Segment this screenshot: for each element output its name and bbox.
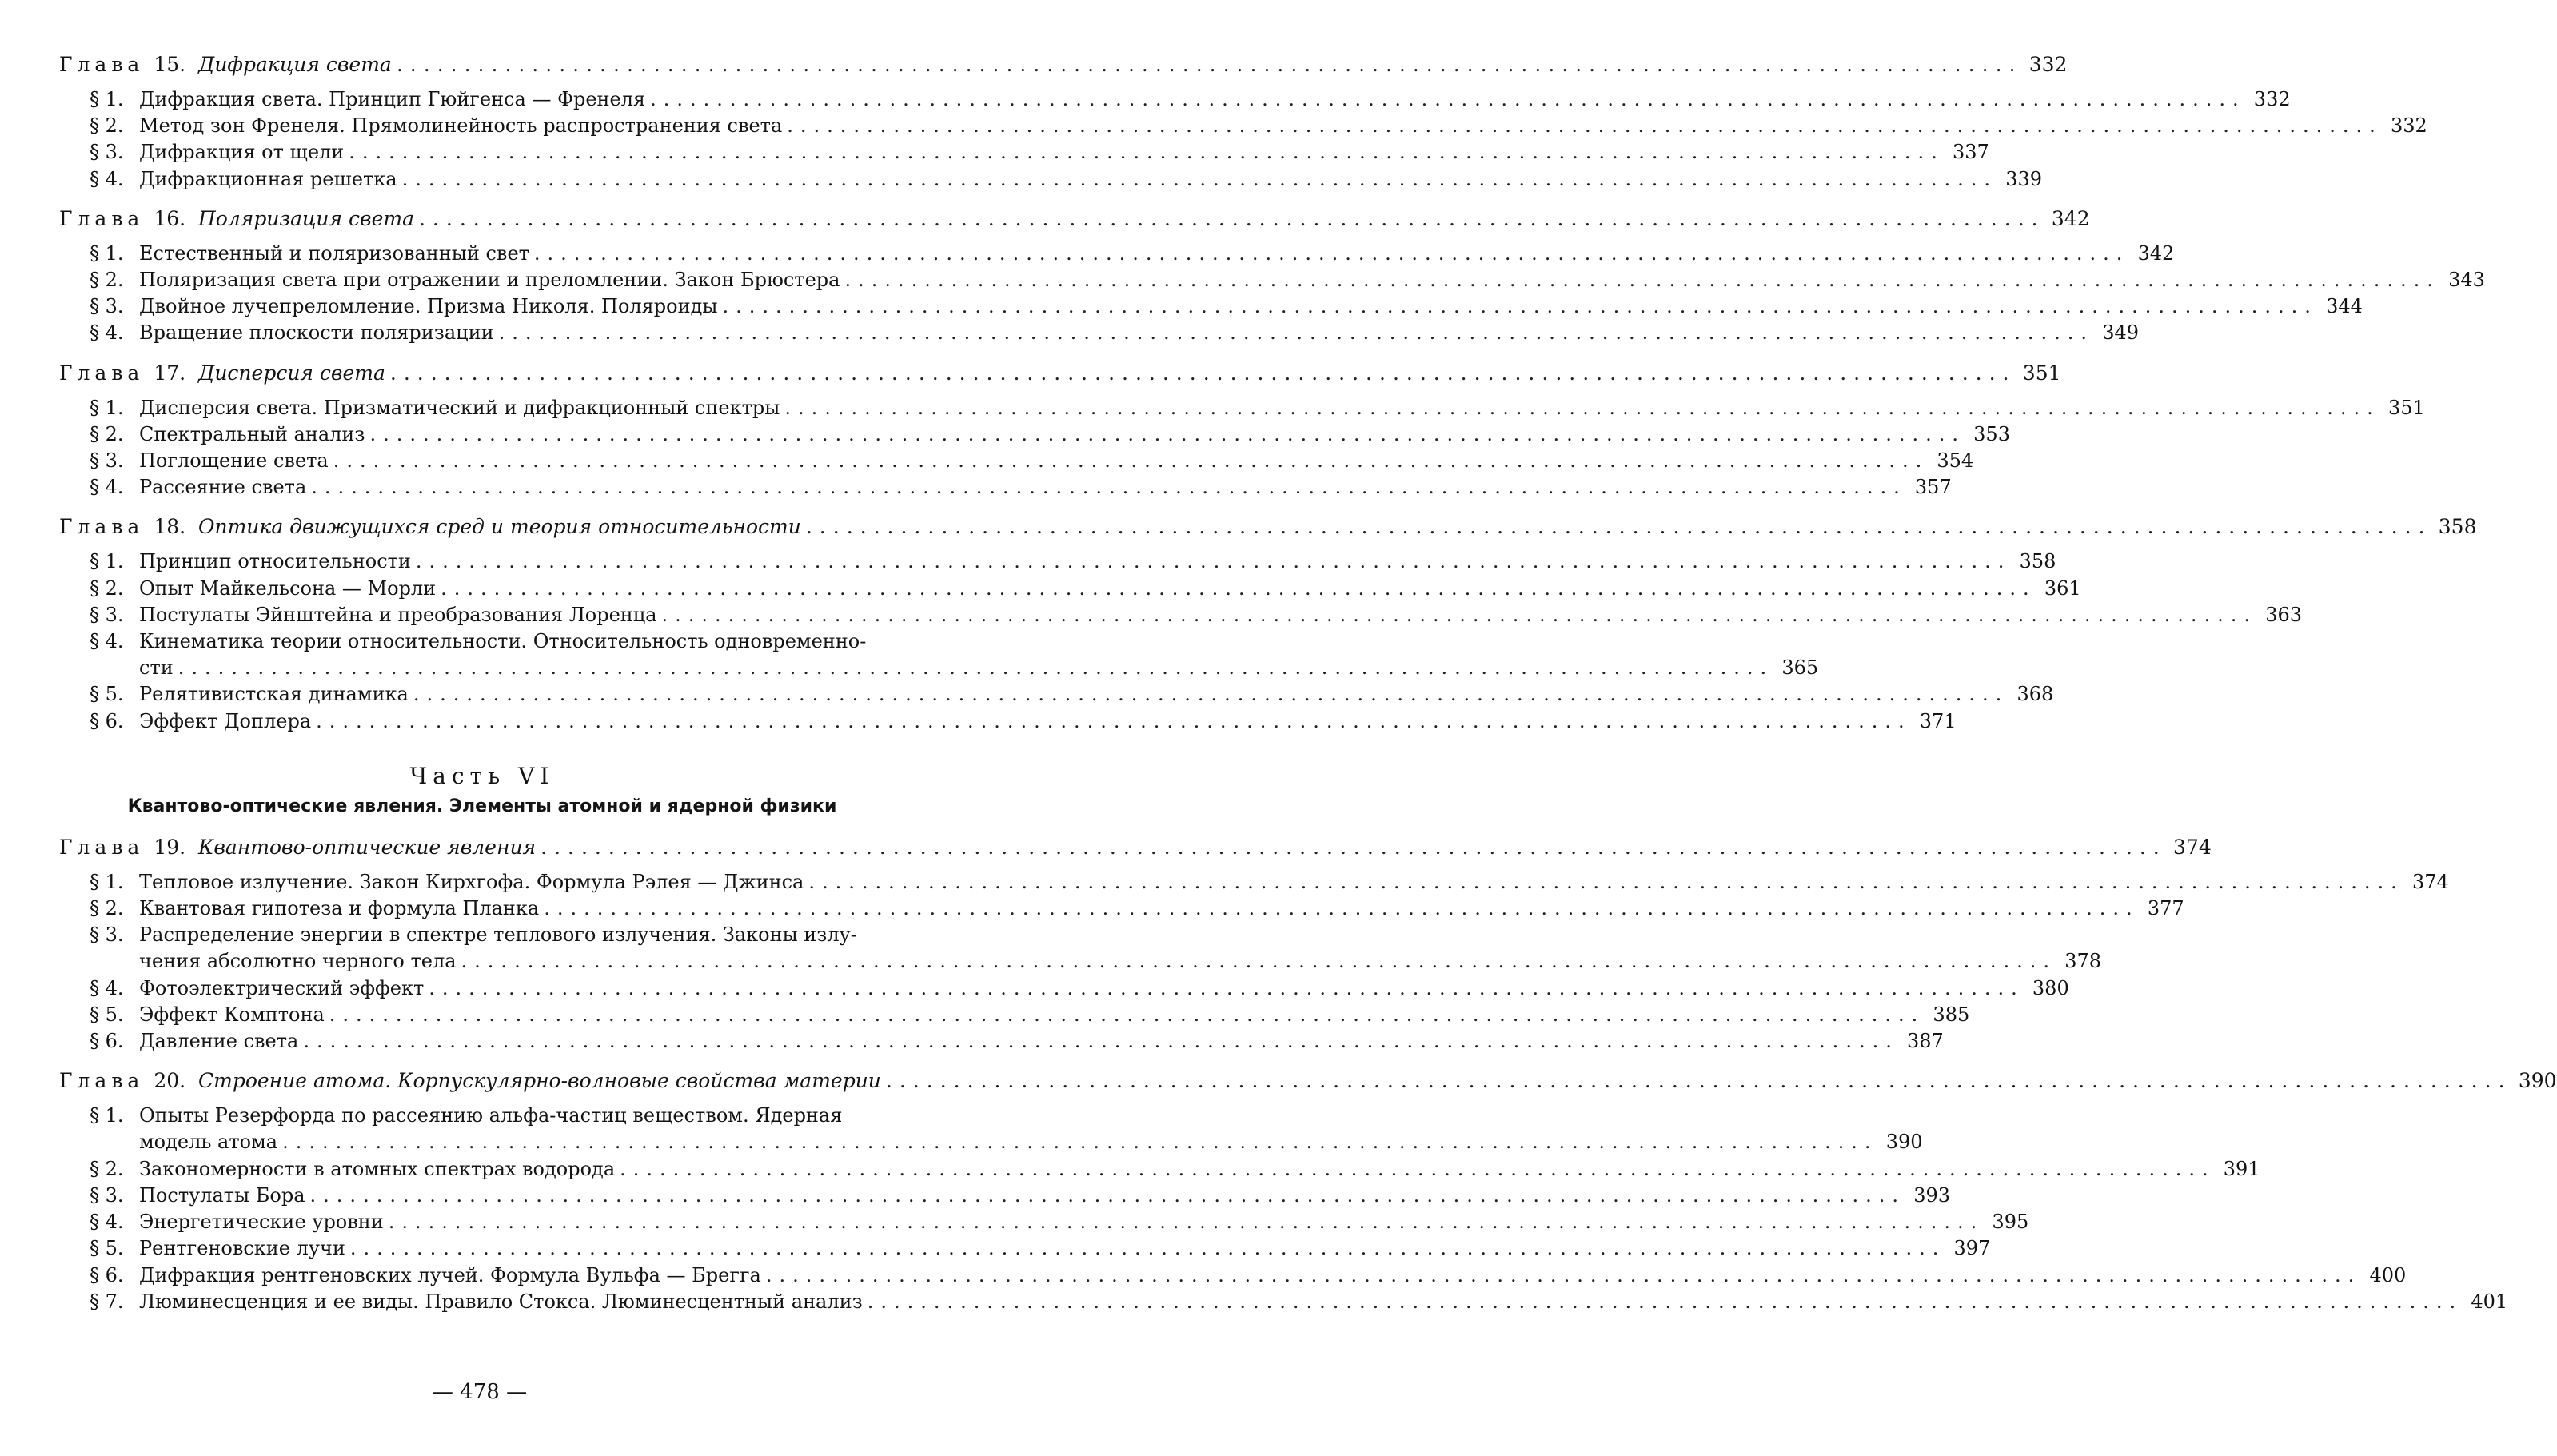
section-title-line: Распределение энергии в спектре теплового излучения. Законы излу- [139, 923, 857, 947]
section-entry[interactable] [59, 293, 2363, 320]
section-text [90, 975, 424, 1002]
section-page: 380 [2032, 976, 2069, 999]
section-number: § 6. [90, 1030, 124, 1053]
chapter-page: 374 [2173, 835, 2212, 859]
section-text [90, 267, 840, 293]
section-page: 351 [2387, 396, 2425, 419]
section-text [90, 1183, 305, 1209]
section-entry[interactable] [59, 922, 905, 948]
chapter-page: 358 [2438, 515, 2477, 539]
section-text [90, 448, 329, 474]
dot-leader: ........................................................................................................................ [309, 1183, 1906, 1207]
section-page: 354 [1937, 449, 1974, 473]
section-entry[interactable] [59, 241, 2175, 267]
section-text [90, 1263, 761, 1289]
section-text [90, 1235, 345, 1262]
toc-chapters-bottom [59, 834, 2557, 1315]
section-title-line: Релятивистская динамика [139, 683, 409, 706]
chapter-heading[interactable] [59, 51, 2068, 78]
section-page: 385 [1933, 1003, 1970, 1026]
dot-leader: ........................................................................................................................ [498, 321, 2095, 345]
dot-leader: ........................................................................................................................ [805, 515, 2432, 539]
dot-leader: ........................................................................................................................ [620, 1157, 2216, 1180]
section-number: § 3. [90, 603, 124, 626]
chapter-title: Квантово-оптические явления [198, 835, 537, 859]
page-number: — 478 — [432, 1380, 528, 1404]
section-page: 343 [2448, 269, 2485, 292]
spacer [59, 541, 905, 548]
section-text [90, 421, 365, 448]
chapter-title: Дифракция света [198, 53, 392, 76]
section-text [90, 548, 411, 575]
section-number: § 5. [90, 1003, 124, 1026]
section-entry-continuation [59, 655, 1819, 681]
section-number: § 3. [90, 1183, 124, 1207]
dot-leader: ........................................................................................................................ [329, 1003, 1925, 1026]
section-text [90, 576, 436, 602]
section-number: § 3. [90, 449, 124, 473]
section-entry[interactable] [59, 421, 2010, 448]
section-number: § 2. [90, 897, 124, 920]
section-entry[interactable] [59, 1183, 1951, 1209]
spacer [59, 387, 905, 395]
chapter-title: Оптика движущихся сред и теория относительности [198, 515, 801, 539]
section-text [90, 1209, 384, 1235]
section-text [139, 1129, 277, 1155]
section-entry[interactable] [59, 139, 1989, 166]
section-text [90, 241, 529, 267]
chapter-title: Дисперсия света [198, 361, 385, 385]
toc-page [59, 51, 2557, 1315]
section-entry[interactable] [59, 166, 2043, 193]
section-entry[interactable] [59, 448, 1974, 474]
section-entry[interactable] [59, 1103, 905, 1129]
chapter-heading-text [59, 360, 385, 387]
chapter-label: Глава [59, 1069, 145, 1093]
section-number: § 6. [90, 709, 124, 732]
dot-leader: ........................................................................................................................ [650, 88, 2246, 110]
chapter-label: Глава [59, 361, 145, 385]
section-entry[interactable] [59, 267, 2485, 293]
dot-leader: ........................................................................................................................ [429, 976, 2024, 999]
section-number: § 1. [90, 550, 124, 573]
section-entry[interactable] [59, 576, 2081, 602]
dot-leader: ........................................................................................................................ [787, 114, 2383, 138]
section-title-line: Вращение плоскости поляризации [139, 321, 494, 345]
section-title-line: Поляризация света при отражении и преломлении. Закон Брюстера [139, 269, 840, 292]
section-title-line: сти [139, 656, 174, 680]
section-page: 332 [2390, 114, 2427, 138]
section-entry[interactable] [59, 975, 2069, 1002]
section-entry[interactable] [59, 1289, 2508, 1315]
section-title-line: Люминесценция и ее виды. Правило Стокса. Люминесцентный анализ [139, 1290, 863, 1313]
section-entry[interactable] [59, 395, 2425, 421]
section-text [90, 395, 780, 421]
dot-leader: ........................................................................................................................ [349, 141, 1945, 164]
chapter-label: Глава [59, 515, 145, 539]
section-entry[interactable] [59, 1028, 1944, 1055]
section-title-line: Метод зон Френеля. Прямолинейность распространения света [139, 114, 783, 138]
section-text [90, 86, 645, 113]
section-text [90, 869, 804, 896]
spacer [59, 1095, 905, 1103]
section-number: § 4. [90, 1211, 124, 1234]
section-number: § 1. [90, 870, 124, 893]
dot-leader: ........................................................................................................................ [303, 1030, 1899, 1053]
section-number: § 2. [90, 1157, 124, 1180]
dot-leader: ........................................................................................................................ [316, 709, 1912, 732]
chapter-heading-text [59, 1067, 881, 1095]
section-page: 337 [1952, 141, 1989, 164]
dot-leader: ........................................................................................................................ [541, 835, 2167, 859]
section-entry[interactable] [59, 869, 2449, 896]
section-entry[interactable] [59, 320, 2140, 346]
spacer [59, 78, 905, 86]
dot-leader: ........................................................................................................................ [415, 550, 2012, 573]
section-entry[interactable] [59, 86, 2291, 113]
section-page: 361 [2044, 576, 2081, 600]
section-number: § 3. [90, 295, 124, 318]
section-text [139, 948, 457, 975]
section-page: 377 [2147, 897, 2184, 920]
dot-leader: ........................................................................................................................ [461, 950, 2057, 973]
section-page: 397 [1953, 1237, 1991, 1260]
spacer [59, 193, 905, 205]
section-page: 339 [2005, 167, 2043, 190]
section-number: § 1. [90, 396, 124, 419]
section-title-line: Дифракция рентгеновских лучей. Формула Вульфа — Брегга [139, 1263, 761, 1286]
section-entry[interactable] [59, 1263, 2407, 1289]
chapter-number: 16. [154, 206, 186, 230]
section-page: 393 [1913, 1183, 1951, 1207]
section-number: § 2. [90, 114, 124, 138]
chapter-page: 351 [2022, 361, 2061, 385]
section-number: § 4. [90, 630, 124, 653]
section-page: 400 [2369, 1263, 2407, 1286]
toc-chapters-top [59, 51, 2485, 735]
section-number: § 7. [90, 1290, 124, 1313]
section-title-line: Давление света [139, 1030, 299, 1053]
chapter-heading-text [59, 834, 536, 861]
section-title-line: Рассеяние света [139, 476, 307, 499]
section-number: § 4. [90, 476, 124, 499]
section-text [90, 681, 409, 708]
section-page: 374 [2411, 870, 2449, 893]
section-text [90, 1002, 325, 1028]
section-title-line: Дифракционная решетка [139, 167, 397, 190]
section-page: 357 [1914, 476, 1952, 499]
chapter-heading-text [59, 513, 801, 541]
chapter-number: 18. [154, 515, 186, 539]
chapter-heading-text [59, 51, 392, 78]
section-title-line: Дифракция света. Принцип Гюйгенса — Френеля [139, 88, 646, 110]
dot-leader: ........................................................................................................................ [349, 1237, 1946, 1260]
section-page: 332 [2253, 88, 2291, 110]
chapter-title: Строение атома. Корпускулярно-волновые свойства материи [198, 1069, 881, 1093]
dot-leader: ........................................................................................................................ [388, 1211, 1985, 1234]
spacer [59, 1055, 905, 1067]
chapter-page: 390 [2518, 1069, 2557, 1093]
section-page: 371 [1919, 709, 1957, 732]
section-page: 349 [2102, 321, 2140, 345]
section-title-line: Энергетические уровни [139, 1211, 384, 1234]
chapter-heading[interactable] [59, 834, 2212, 861]
section-page: 401 [2471, 1290, 2508, 1313]
spacer [59, 501, 905, 513]
dot-leader: ........................................................................................................................ [533, 241, 2130, 265]
dot-leader: ........................................................................................................................ [282, 1131, 1878, 1154]
section-page: 390 [1885, 1131, 1923, 1154]
spacer [59, 233, 905, 241]
section-title-line: Двойное лучепреломление. Призма Николя. Поляроиды [139, 295, 718, 318]
chapter-heading-text [59, 205, 414, 233]
chapter-title: Поляризация света [198, 206, 414, 230]
section-number: § 6. [90, 1263, 124, 1286]
section-title-line: Постулаты Бора [139, 1183, 305, 1207]
dot-leader: ........................................................................................................................ [413, 683, 2009, 706]
chapter-label: Глава [59, 206, 145, 230]
dot-leader: ........................................................................................................................ [389, 361, 2016, 385]
section-entry[interactable] [59, 602, 2302, 628]
section-page: 342 [2137, 241, 2175, 265]
section-number: § 3. [90, 141, 124, 164]
dot-leader: ........................................................................................................................ [661, 603, 2257, 626]
section-title-line: модель атома [139, 1131, 278, 1154]
section-text [90, 1028, 298, 1055]
section-title-line: Опыт Майкельсона — Морли [139, 576, 437, 600]
section-title-line: Постулаты Эйнштейна и преобразования Лоренца [139, 603, 657, 626]
section-entry[interactable] [59, 1002, 1970, 1028]
section-text [90, 1156, 615, 1183]
dot-leader: ........................................................................................................................ [441, 576, 2036, 600]
section-title-line: Рентгеновские лучи [139, 1237, 345, 1260]
section-number: § 4. [90, 976, 124, 999]
dot-leader: ........................................................................................................................ [418, 206, 2045, 230]
dot-leader: ........................................................................................................................ [808, 870, 2404, 893]
chapter-page: 342 [2051, 206, 2090, 230]
chapter-heading[interactable] [59, 513, 2477, 541]
section-title-line: Кинематика теории относительности. Относительность одновременно- [139, 630, 867, 653]
section-title-line: Фотоэлектрический эффект [139, 976, 425, 999]
dot-leader: ........................................................................................................................ [544, 897, 2140, 920]
dot-leader: ........................................................................................................................ [885, 1069, 2512, 1093]
dot-leader: ........................................................................................................................ [178, 656, 1774, 680]
section-number: § 3. [90, 923, 124, 947]
section-text [90, 293, 717, 320]
section-entry[interactable] [59, 628, 905, 655]
section-text [139, 655, 174, 681]
section-entry-continuation [59, 1129, 1923, 1155]
spacer [59, 861, 905, 869]
section-entry-continuation [59, 948, 2102, 975]
dot-leader: ........................................................................................................................ [369, 422, 1965, 445]
section-title-line: Опыты Резерфорда по рассеянию альфа-частиц веществом. Ядерная [139, 1104, 843, 1127]
dot-leader: ........................................................................................................................ [867, 1290, 2463, 1313]
section-text [90, 320, 494, 346]
section-number: § 5. [90, 683, 124, 706]
section-title-line: Эффект Доплера [139, 709, 312, 732]
section-number: § 4. [90, 167, 124, 190]
section-page: 387 [1907, 1030, 1944, 1053]
section-text [90, 113, 782, 139]
dot-leader: ........................................................................................................................ [401, 167, 1998, 190]
section-number: § 2. [90, 269, 124, 292]
dot-leader: ........................................................................................................................ [333, 449, 1929, 473]
chapter-heading[interactable] [59, 360, 2061, 387]
section-entry[interactable] [59, 113, 2427, 139]
dot-leader: ........................................................................................................................ [311, 476, 1907, 499]
section-page: 363 [2265, 603, 2302, 626]
section-title-line: Поглощение света [139, 449, 329, 473]
section-number: § 4. [90, 321, 124, 345]
dot-leader: ........................................................................................................................ [722, 295, 2318, 318]
section-page: 358 [2019, 550, 2056, 573]
section-title-line: Эффект Комптона [139, 1003, 325, 1026]
section-page: 378 [2064, 950, 2102, 973]
section-title-line: Спектральный анализ [139, 422, 365, 445]
section-text [90, 1289, 863, 1315]
section-entry[interactable] [59, 548, 2056, 575]
chapter-label: Глава [59, 835, 145, 859]
dot-leader: ........................................................................................................................ [844, 269, 2440, 292]
section-text [90, 474, 306, 501]
section-text [90, 708, 311, 735]
chapter-page: 332 [2028, 53, 2068, 76]
chapter-label: Глава [59, 53, 145, 76]
section-title-line: Квантовая гипотеза и формула Планка [139, 897, 540, 920]
chapter-number: 15. [154, 53, 186, 76]
section-page: 344 [2326, 295, 2363, 318]
section-page: 353 [1973, 422, 2010, 445]
dot-leader: ........................................................................................................................ [765, 1263, 2362, 1286]
part-subtitle: Квантово-оптические явления. Элементы атомной и ядерной физики [127, 796, 837, 816]
chapter-heading[interactable] [59, 205, 2090, 233]
section-title-line: Принцип относительности [139, 550, 411, 573]
chapter-heading[interactable] [59, 1067, 2557, 1095]
section-title-line: Закономерности в атомных спектрах водорода [139, 1157, 616, 1180]
section-entry[interactable] [59, 474, 1952, 501]
dot-leader: ........................................................................................................................ [396, 53, 2023, 76]
section-title-line: чения абсолютно черного тела [139, 950, 457, 973]
chapter-number: 19. [154, 835, 186, 859]
section-number: § 5. [90, 1237, 124, 1260]
section-title-line: Дифракция от щели [139, 141, 345, 164]
section-entry[interactable] [59, 708, 1957, 735]
section-entry[interactable] [59, 681, 2054, 708]
section-text [90, 896, 539, 922]
section-entry[interactable] [59, 1156, 2260, 1183]
section-title-line: Дисперсия света. Призматический и дифракционный спектры [139, 396, 780, 419]
section-number: § 1. [90, 241, 124, 265]
chapter-number: 17. [154, 361, 186, 385]
section-page: 391 [2223, 1157, 2260, 1180]
section-text [90, 166, 397, 193]
section-entry[interactable] [59, 896, 2184, 922]
section-text [90, 139, 344, 166]
section-page: 395 [1992, 1211, 2029, 1234]
chapter-number: 20. [154, 1069, 186, 1093]
section-title-line: Естественный и поляризованный свет [139, 241, 529, 265]
section-number: § 2. [90, 422, 124, 445]
section-page: 368 [2016, 683, 2054, 706]
section-entry[interactable] [59, 1209, 2029, 1235]
section-entry[interactable] [59, 1235, 1991, 1262]
section-number: § 1. [90, 1104, 124, 1127]
section-text [90, 602, 657, 628]
section-page: 365 [1781, 656, 1819, 680]
section-title-line: Тепловое излучение. Закон Кирхгофа. Формула Рэлея — Джинса [139, 870, 804, 893]
section-number: § 2. [90, 576, 124, 600]
spacer [59, 347, 905, 360]
section-number: § 1. [90, 88, 124, 110]
part-heading: Часть VI [409, 762, 555, 789]
dot-leader: ........................................................................................................................ [784, 396, 2380, 419]
